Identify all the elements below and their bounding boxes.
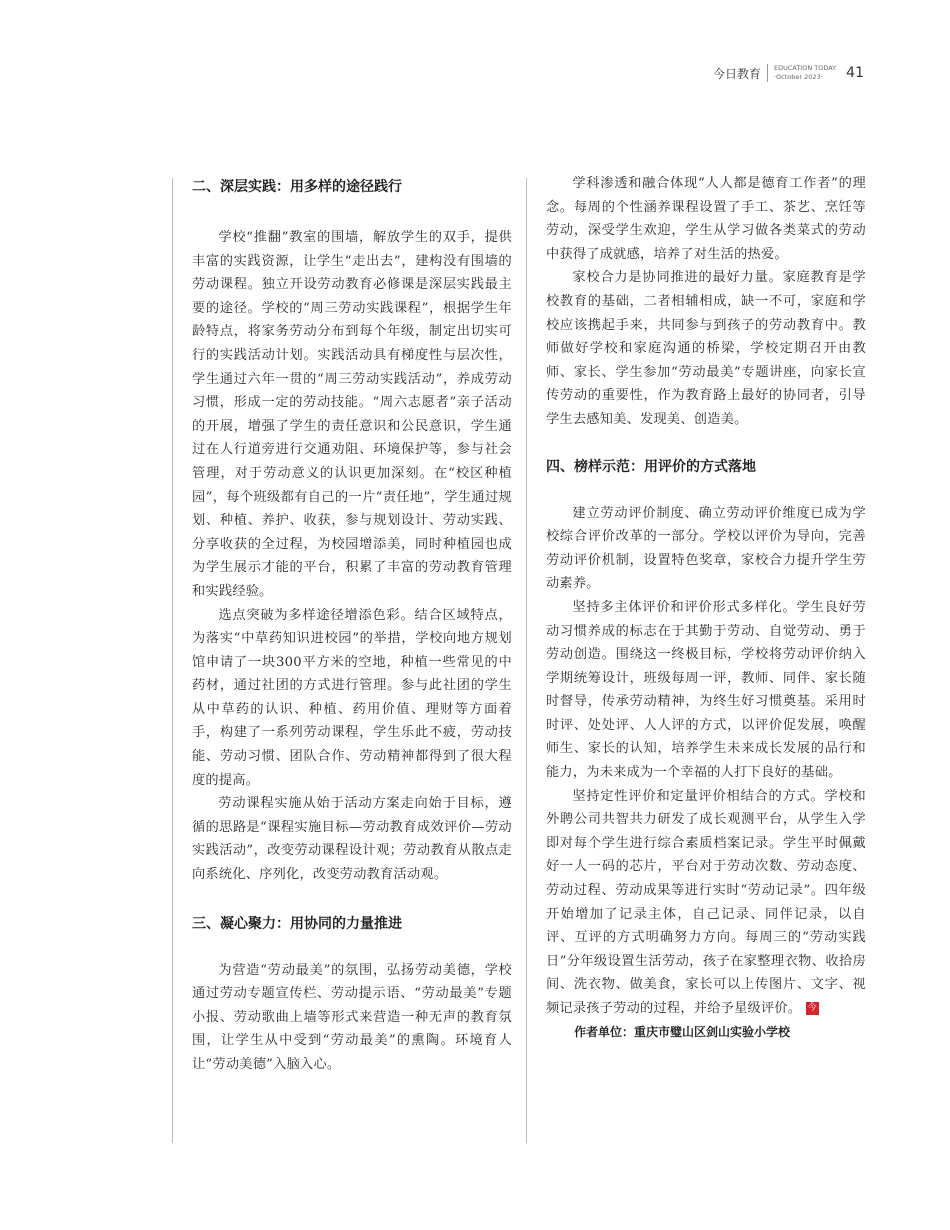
publication-en: EDUCATION TODAY [773,64,837,72]
page-header [713,64,864,82]
page-number: 41 [846,65,864,81]
paragraph: 学校“推翻”教室的围墙，解放学生的双手，提供丰富的实践资源，让学生“走出去”，建构没有围墙的劳动课程。独立开设劳动教育必修课是深层实践最主要的途径。学校的“周三劳动实践课程”，根据学生年龄特点，将家务劳动分布到每个年级，制定出切实可行的实践活动计划。实践活动具有梯度性与层次性，学生通过六年一贯的“周三劳动实践活动”，养成劳动习惯，形成一定的劳动技能。“周六志愿者”亲子活动的开展，增强了学生的责任意识和公民意识，学生通过在人行道旁进行交通劝阻、环境保护等，参与社会管理，对于劳动意义的认识更加深刻。在“校区种植园”，每个班级都有自己的一片“责任地”，学生通过规划、种植、养护、收获，参与规划设计、劳动实践、分享收获的全过程，为校园增添美，同时种植园也成为学生展示才能的平台，积累了丰富的劳动教育管理和实践经验。 [192,230,512,599]
section-heading: 四、榜样示范：用评价的方式落地 [546,458,756,475]
end-mark-icon: 今 [807,1003,817,1013]
paragraph-text: 坚持定性评价和定量评价相结合的方式。学校和外聘公司共智共力研发了成长观测平台，从学生入学即对每个学生进行综合素质档案记录。学生平时佩戴好一人一码的芯片，平台对于劳动次数、劳动态度、劳动过程、劳动成果等进行实时“劳动记录”。四年级开始增加了记录主体，自己记录、同伴记录，以自评、互评的方式明确努力方向。每周三的“劳动实践日”分年级设置生活劳动，孩子在家整理衣物、收拾房间、洗衣物、做美食，家长可以上传图片、文字、视频记录孩子劳动的过程，并给予星级评价。 [546,788,866,1016]
paragraph: 选点突破为多样途径增添色彩。结合区域特点，为落实“中草药知识进校园”的举措，学校向地方规划馆申请了一块300平方米的空地，种植一些常见的中药材，通过社团的方式进行管理。参与此社团的学生从中草药的认识、种植、药用价值、理财等方面着手，构建了一系列劳动课程，学生乐此不疲，劳动技能、劳动习惯、团队合作、劳动精神都得到了很大程度的提高。 [192,607,512,788]
right-column [546,172,866,1040]
paragraph: 坚持多主体评价和评价形式多样化。学生良好劳动习惯养成的标志在于其勤于劳动、自觉劳动、勇于劳动创造。围绕这一终极目标，学校将劳动评价纳入学期统筹设计，班级每周一评，教师、同伴、家长随时督导，传承劳动精神，为终生好习惯奠基。采用时时评、处处评、人人评的方式，以评价促发展，唤醒师生、家长的认知，培养学生未来成长发展的品行和能力，为未来成为一个幸福的人打下良好的基础。 [546,599,866,781]
paragraph-final [546,785,866,1021]
publication-name: 今日教育 [712,66,761,81]
column-divider [526,178,527,1143]
author-affiliation: 作者单位：重庆市璧山区剑山实验小学校 [574,1024,791,1039]
header-divider [767,64,768,82]
left-column [192,172,512,1077]
paragraph: 学科渗透和融合体现“人人都是德育工作者”的理念。每周的个性涵养课程设置了手工、茶艺、烹饪等劳动，深受学生欢迎，学生从学习做各类菜式的劳动中获得了成就感，培养了对生活的热爱。 [546,176,866,262]
paragraph: 劳动课程实施从始于活动方案走向始于目标，遵循的思路是“课程实施目标—劳动教育成效评价—劳动实践活动”，改变劳动课程设计观；劳动教育从散点走向系统化、序列化，改变劳动教育活动观。 [192,796,512,883]
section-heading: 三、凝心聚力：用协同的力量推进 [192,915,402,932]
publication-en-block [774,64,836,82]
section-heading: 二、深层实践：用多样的途径践行 [192,179,402,195]
issue-date: ·October 2023· [773,73,823,81]
paragraph: 建立劳动评价制度、确立劳动评价维度已成为学校综合评价改革的一部分。学校以评价为导向，完善劳动评价机制，设置特色奖章，家校合力提升学生劳动素养。 [546,505,866,592]
paragraph: 为营造“劳动最美”的氛围，弘扬劳动美德，学校通过劳动专题宣传栏、劳动提示语、“劳动最美”专题小报、劳动歌曲上墙等形式来营造一种无声的教育氛围，让学生从中受到“劳动最美”的熏陶。环境育人让“劳动美德”入脑入心。 [192,962,512,1072]
paragraph: 家校合力是协同推进的最好力量。家庭教育是学校教育的基础，二者相辅相成，缺一不可，家庭和学校应该携起手来，共同参与到孩子的劳动教育中。教师做好学校和家庭沟通的桥梁，学校定期召开由教师、家长、学生参加“劳动最美”专题讲座，向家长宣传劳动的重要性，作为教育路上最好的协同者，引导学生去感知美、发现美、创造美。 [546,270,866,427]
left-margin-rule [172,178,173,1143]
